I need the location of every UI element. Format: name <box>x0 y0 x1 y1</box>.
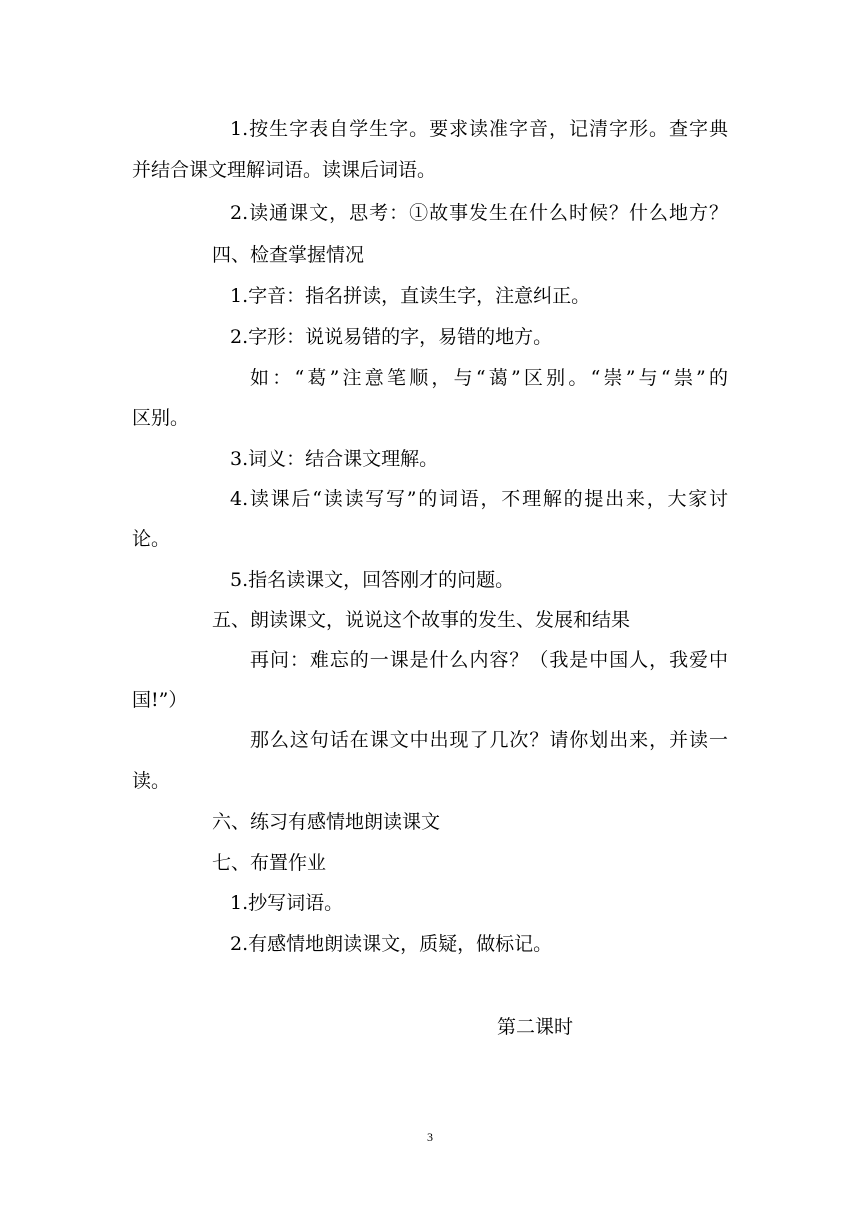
paragraph-line: 如：“葛”注意笔顺，与“蔼”区别。“崇”与“祟”的 <box>250 367 728 389</box>
paragraph-line: 国!”） <box>132 689 188 711</box>
section-title: 第二课时 <box>497 1016 574 1038</box>
paragraph-line: 论。 <box>132 528 171 550</box>
paragraph-line: 1.按生字表自学生字。要求读准字音，记清字形。查字典 <box>230 118 728 140</box>
paragraph-line: 1.抄写词语。 <box>230 892 344 914</box>
page-number: 3 <box>427 1130 433 1144</box>
paragraph-line: 并结合课文理解词语。读课后词语。 <box>132 159 437 181</box>
paragraph-line: 再问：难忘的一课是什么内容？（我是中国人，我爱中 <box>250 649 728 671</box>
paragraph-line: 5.指名读课文，回答刚才的问题。 <box>230 569 515 591</box>
paragraph-line: 读。 <box>132 770 171 792</box>
section-heading: 四、检查掌握情况 <box>212 244 365 266</box>
section-heading: 五、朗读课文，说说这个故事的发生、发展和结果 <box>212 609 631 631</box>
paragraph-line: 2.字形：说说易错的字，易错的地方。 <box>230 326 553 348</box>
paragraph-line: 那么这句话在课文中出现了几次？请你划出来，并读一 <box>250 729 728 751</box>
paragraph-line: 4.读课后“读读写写”的词语，不理解的提出来，大家讨 <box>230 488 728 510</box>
paragraph-line: 2.读通课文，思考：①故事发生在什么时候？什么地方？ <box>230 202 728 224</box>
paragraph-line: 区别。 <box>132 407 190 429</box>
paragraph-line: 2.有感情地朗读课文，质疑，做标记。 <box>230 933 553 955</box>
section-heading: 六、练习有感情地朗读课文 <box>212 811 441 833</box>
paragraph-line: 3.词义：结合课文理解。 <box>230 448 439 470</box>
paragraph-line: 1.字音：指名拼读，直读生字，注意纠正。 <box>230 285 591 307</box>
section-heading: 七、布置作业 <box>212 852 327 874</box>
